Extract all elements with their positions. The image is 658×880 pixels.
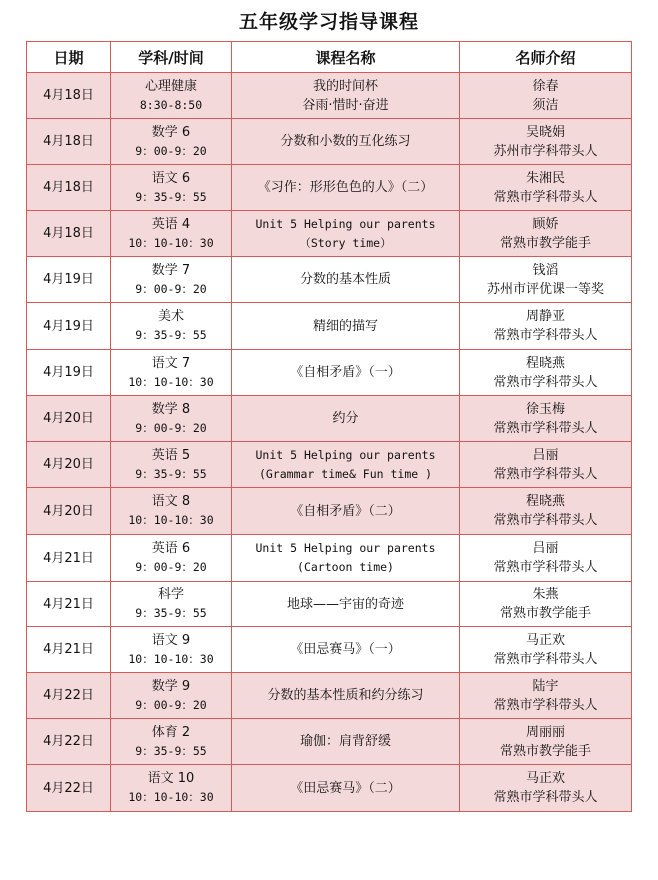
page-title: 五年级学习指导课程 [238, 11, 419, 33]
table-row [27, 396, 632, 442]
teacher-name: 顾娇 [532, 216, 559, 232]
course-title-line: Unit 5 Helping our parents [255, 541, 436, 555]
teacher-title: 常熟市学科带头人 [493, 374, 598, 390]
course-title-line: 《习作：形形色色的人》（二） [257, 180, 434, 195]
cell-course-name [232, 535, 460, 582]
cell-subject-time [111, 582, 232, 627]
cell-teacher [460, 211, 632, 257]
time-range: 10：10-10：30 [128, 513, 214, 527]
cell-date: 4月22日 [27, 765, 111, 812]
time-range: 9：35-9：55 [135, 189, 207, 204]
table-row [27, 350, 632, 396]
cell-course-name [232, 257, 460, 303]
table-row [27, 535, 632, 582]
cell-subject-time [111, 257, 232, 303]
header-teacher-intro: 名师介绍 [460, 42, 632, 73]
course-title-line: 分数和小数的互化练习 [280, 134, 411, 149]
cell-subject-time [111, 535, 232, 582]
course-title-line: (Grammar time& Fun time ) [258, 466, 433, 481]
teacher-title: 常熟市教学能手 [499, 606, 591, 621]
cell-course-name [232, 303, 460, 350]
cell-teacher [460, 535, 632, 582]
cell-subject-time [111, 211, 232, 257]
cell-teacher [460, 350, 632, 396]
subject-label: 科学 [157, 587, 184, 602]
time-range: 9：00-9：20 [135, 697, 207, 712]
cell-course-name [232, 488, 460, 535]
course-title-line: 我的时间杯 [312, 78, 378, 94]
teacher-title: 常熟市学科带头人 [493, 513, 598, 528]
course-title-line: 地球——宇宙的奇迹 [286, 596, 404, 612]
course-title-line: Unit 5 Helping our parents [255, 447, 436, 462]
teacher-name: 吕丽 [532, 541, 559, 556]
table-row [27, 582, 632, 627]
time-range: 10：10-10：30 [128, 790, 214, 804]
course-schedule-table [26, 41, 632, 812]
cell-date: 4月18日 [27, 211, 111, 257]
table-row [27, 488, 632, 535]
table-row [27, 627, 632, 673]
subject-label: 英语 5 [151, 447, 191, 463]
subject-label: 数学 7 [151, 262, 191, 278]
teacher-title: 常熟市学科带头人 [493, 466, 598, 482]
subject-label: 心理健康 [144, 78, 197, 94]
cell-subject-time [111, 350, 232, 396]
teacher-title: 苏州市评优课一等奖 [486, 281, 604, 297]
time-range: 9：35-9：55 [135, 466, 207, 481]
subject-label: 语文 10 [147, 771, 195, 786]
cell-course-name [232, 673, 460, 719]
cell-teacher [460, 257, 632, 303]
cell-course-name [232, 119, 460, 165]
time-range: 10：10-10：30 [128, 235, 214, 250]
teacher-title: 须洁 [532, 97, 559, 113]
subject-label: 数学 8 [151, 401, 191, 417]
cell-date: 4月21日 [27, 535, 111, 582]
cell-date: 4月20日 [27, 442, 111, 488]
cell-subject-time [111, 488, 232, 535]
subject-label: 数学 9 [151, 678, 191, 694]
subject-label: 语文 8 [151, 494, 191, 509]
table-header-row [27, 42, 632, 73]
subject-label: 英语 4 [151, 216, 191, 232]
course-title-line: 《自相矛盾》（一） [290, 365, 401, 380]
teacher-title: 常熟市学科带头人 [493, 189, 598, 205]
cell-date: 4月19日 [27, 303, 111, 350]
cell-course-name [232, 211, 460, 257]
cell-course-name [232, 442, 460, 488]
teacher-title: 常熟市学科带头人 [493, 697, 598, 713]
cell-course-name [232, 765, 460, 812]
subject-label: 美术 [157, 309, 184, 324]
teacher-title: 常熟市学科带头人 [493, 328, 598, 343]
course-title-line: 分数的基本性质和约分练习 [267, 688, 424, 703]
teacher-name: 吕丽 [532, 447, 559, 463]
teacher-name: 朱湘民 [525, 170, 565, 186]
time-range: 9：00-9：20 [135, 560, 207, 574]
cell-subject-time [111, 303, 232, 350]
cell-course-name [232, 350, 460, 396]
cell-course-name [232, 73, 460, 119]
course-title-line: 《自相矛盾》（二） [290, 503, 401, 519]
cell-subject-time [111, 119, 232, 165]
course-title-line: Unit 5 Helping our parents [255, 216, 436, 231]
cell-date: 4月22日 [27, 719, 111, 765]
teacher-name: 程晓燕 [525, 355, 565, 371]
teacher-name: 程晓燕 [525, 494, 565, 509]
table-row [27, 719, 632, 765]
teacher-name: 周静亚 [525, 309, 565, 324]
header-course-name: 课程名称 [232, 42, 460, 73]
course-title-line: 谷雨·惜时·奋进 [302, 97, 389, 113]
cell-subject-time [111, 73, 232, 119]
table-row [27, 673, 632, 719]
teacher-title: 常熟市教学能手 [499, 235, 591, 251]
cell-date: 4月21日 [27, 627, 111, 673]
teacher-name: 钱滔 [532, 262, 559, 278]
cell-subject-time [111, 396, 232, 442]
course-title-line: 《田忌赛马》（一） [290, 642, 401, 657]
course-title-line: 瑜伽：肩背舒缓 [299, 734, 391, 749]
time-range: 9：35-9：55 [135, 606, 207, 620]
time-range: 9：00-9：20 [135, 281, 207, 296]
cell-teacher [460, 119, 632, 165]
subject-label: 语文 6 [151, 170, 191, 186]
cell-teacher [460, 627, 632, 673]
teacher-title: 常熟市学科带头人 [493, 790, 598, 805]
cell-subject-time [111, 442, 232, 488]
cell-teacher [460, 673, 632, 719]
teacher-title: 常熟市学科带头人 [493, 560, 598, 575]
subject-label: 语文 9 [151, 632, 191, 648]
cell-subject-time [111, 719, 232, 765]
cell-date: 4月18日 [27, 165, 111, 211]
course-title-line: (Cartoon time) [297, 560, 394, 574]
teacher-name: 吴晓娟 [525, 124, 565, 140]
cell-date: 4月20日 [27, 396, 111, 442]
table-row [27, 211, 632, 257]
teacher-name: 徐春 [532, 78, 559, 94]
teacher-name: 马正欢 [525, 632, 565, 648]
table-row [27, 442, 632, 488]
cell-date: 4月19日 [27, 350, 111, 396]
table-row [27, 765, 632, 812]
cell-date: 4月18日 [27, 73, 111, 119]
header-subject-time: 学科/时间 [111, 42, 232, 73]
time-range: 10：10-10：30 [128, 651, 214, 666]
cell-teacher [460, 165, 632, 211]
cell-teacher [460, 582, 632, 627]
time-range: 8:30-8:50 [139, 97, 203, 112]
course-title-line: 《田忌赛马》（二） [290, 780, 401, 796]
cell-teacher [460, 73, 632, 119]
table-row [27, 257, 632, 303]
cell-teacher [460, 442, 632, 488]
teacher-name: 周丽丽 [525, 724, 565, 740]
teacher-title: 常熟市学科带头人 [493, 651, 598, 667]
teacher-name: 马正欢 [525, 771, 565, 786]
teacher-title: 苏州市学科带头人 [493, 143, 598, 159]
subject-label: 英语 6 [151, 541, 191, 556]
cell-course-name [232, 627, 460, 673]
cell-subject-time [111, 765, 232, 812]
table-row [27, 119, 632, 165]
table-row [27, 73, 632, 119]
course-title-line: 精细的描写 [312, 318, 378, 334]
course-title-line: 约分 [332, 411, 359, 426]
table-row [27, 165, 632, 211]
cell-teacher [460, 488, 632, 535]
cell-date: 4月19日 [27, 257, 111, 303]
time-range: 10：10-10：30 [128, 374, 214, 389]
cell-date: 4月21日 [27, 582, 111, 627]
subject-label: 数学 6 [151, 124, 191, 140]
cell-course-name [232, 719, 460, 765]
subject-label: 体育 2 [151, 724, 191, 740]
time-range: 9：00-9：20 [135, 143, 207, 158]
teacher-title: 常熟市学科带头人 [493, 420, 598, 436]
cell-course-name [232, 396, 460, 442]
cell-teacher [460, 719, 632, 765]
cell-teacher [460, 765, 632, 812]
teacher-name: 徐玉梅 [525, 401, 565, 417]
cell-course-name [232, 582, 460, 627]
cell-subject-time [111, 627, 232, 673]
time-range: 9：00-9：20 [135, 420, 207, 435]
cell-subject-time [111, 673, 232, 719]
table-row [27, 303, 632, 350]
header-date: 日期 [27, 42, 111, 73]
cell-teacher [460, 396, 632, 442]
cell-course-name [232, 165, 460, 211]
teacher-name: 朱燕 [532, 587, 559, 602]
subject-label: 语文 7 [151, 355, 191, 371]
cell-date: 4月18日 [27, 119, 111, 165]
cell-subject-time [111, 165, 232, 211]
course-title-line: 分数的基本性质 [299, 272, 391, 287]
cell-date: 4月20日 [27, 488, 111, 535]
cell-teacher [460, 303, 632, 350]
cell-date: 4月22日 [27, 673, 111, 719]
time-range: 9：35-9：55 [135, 743, 207, 758]
time-range: 9：35-9：55 [135, 328, 207, 342]
course-title-line: （Story time） [299, 235, 392, 250]
teacher-title: 常熟市教学能手 [499, 743, 591, 759]
teacher-name: 陆宇 [532, 678, 559, 694]
